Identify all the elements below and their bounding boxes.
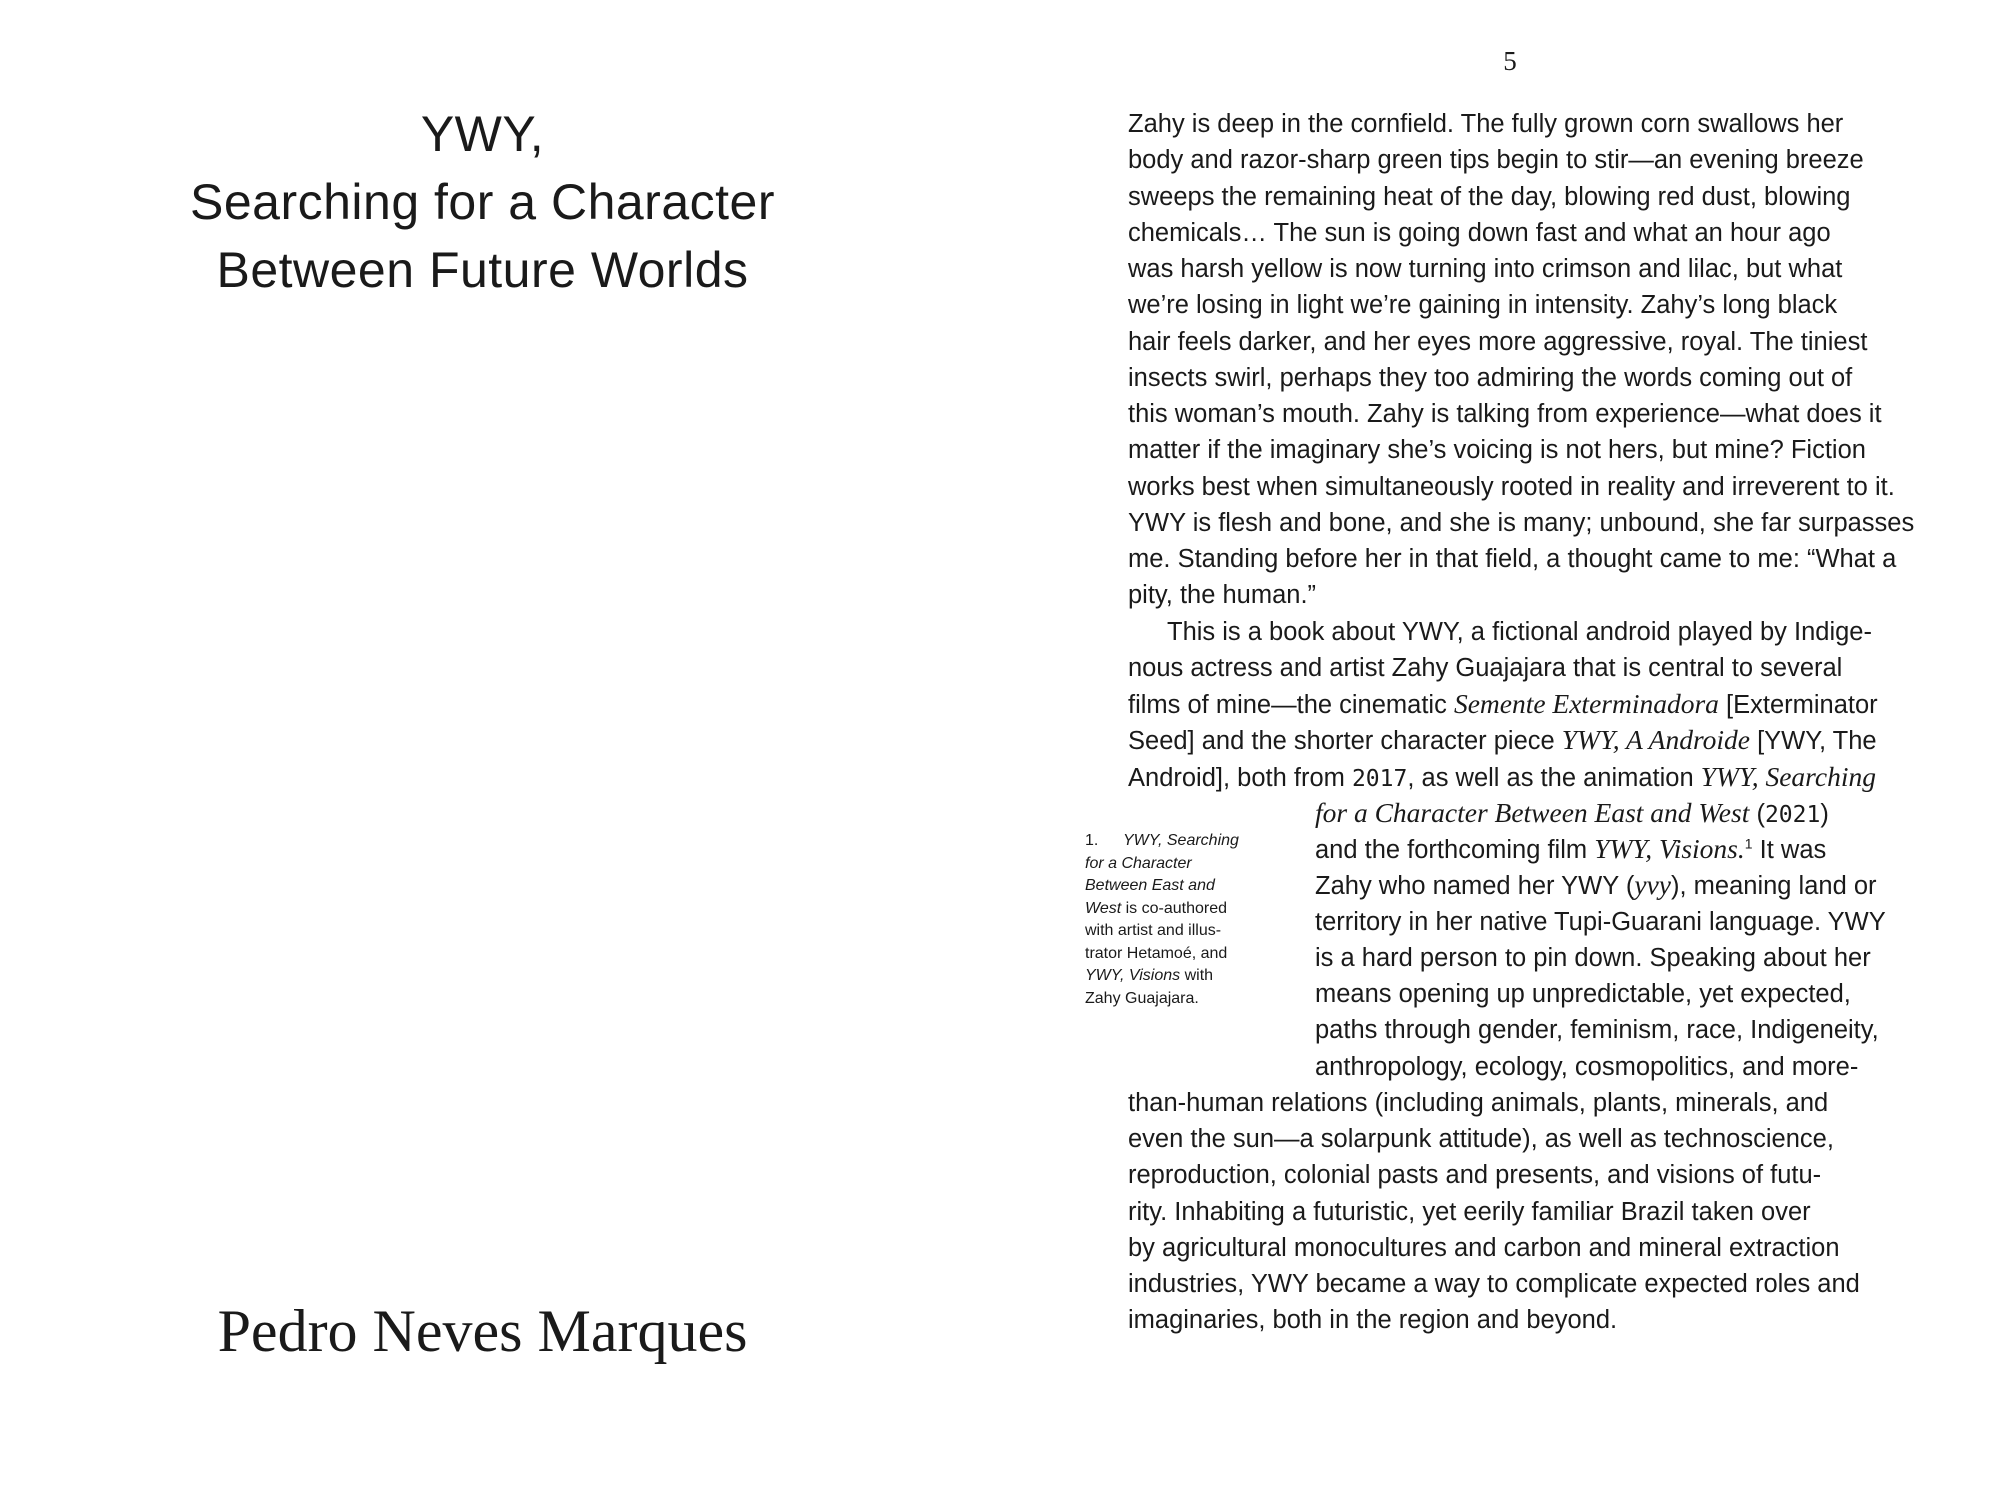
text-run: for a Character Between East and West bbox=[1315, 796, 1750, 828]
left-page bbox=[0, 0, 985, 1500]
text-run: ), meaning land or bbox=[1671, 872, 1877, 901]
body-line bbox=[1128, 360, 1852, 396]
body-line bbox=[1315, 867, 1877, 903]
footnote-number: 1. bbox=[1085, 832, 1099, 849]
body-line bbox=[1315, 795, 1829, 831]
text-run: rity. Inhabiting a futuristic, yet eerily familiar Brazil taken over bbox=[1128, 1197, 1811, 1226]
body-line bbox=[1128, 215, 1831, 251]
text-run: is a hard person to pin down. Speaking about her bbox=[1315, 943, 1871, 972]
body-line bbox=[1128, 686, 1878, 722]
text-run: even the sun—a solarpunk attitude), as well as technoscience, bbox=[1128, 1125, 1834, 1153]
body-line bbox=[1315, 976, 1851, 1012]
footnote-text-run: trator Hetamoé, and bbox=[1085, 944, 1228, 962]
body-line bbox=[1128, 650, 1842, 686]
text-run: works best when simultaneously rooted in reality and irreverent to it. bbox=[1128, 472, 1895, 501]
text-run: anthropology, ecology, cosmopolitics, and more- bbox=[1315, 1052, 1859, 1081]
body-line bbox=[1315, 940, 1871, 976]
text-run: Zahy is deep in the cornfield. The fully grown corn swallows her bbox=[1128, 110, 1844, 138]
body-line bbox=[1128, 1157, 1821, 1193]
book-title bbox=[0, 100, 965, 304]
text-run: imaginaries, both in the region and beyond. bbox=[1128, 1306, 1618, 1335]
text-run: [YWY, The bbox=[1750, 727, 1877, 756]
body-line bbox=[1315, 1012, 1879, 1048]
body-line bbox=[1167, 614, 1872, 650]
text-run: Seed] and the shorter character piece bbox=[1128, 727, 1562, 756]
text-run: [Exterminator bbox=[1718, 691, 1878, 719]
text-run: body and razor-sharp green tips begin to stir—an evening breeze bbox=[1128, 146, 1864, 175]
author-name: Pedro Neves Marques bbox=[217, 1298, 748, 1364]
body-line bbox=[1128, 324, 1867, 360]
footnote-line bbox=[1085, 965, 1275, 988]
text-run: hair feels darker, and her eyes more aggressive, royal. The tiniest bbox=[1128, 327, 1868, 356]
body-line bbox=[1128, 432, 1866, 468]
footnote-ref: 1 bbox=[1744, 835, 1753, 852]
footnote-text-run: with artist and illus- bbox=[1085, 922, 1222, 939]
text-run: than-human relations (including animals, plants, minerals, and bbox=[1128, 1088, 1829, 1117]
footnote-line bbox=[1085, 920, 1275, 943]
footnote-line bbox=[1085, 898, 1275, 921]
footnote-text-run: Zahy Guajajara. bbox=[1085, 989, 1199, 1007]
text-run: industries, YWY became a way to complicate expected roles and bbox=[1128, 1270, 1860, 1298]
title-line-2: Searching for a Character bbox=[189, 174, 775, 230]
body-line bbox=[1128, 1302, 1617, 1338]
footnote bbox=[1085, 830, 1275, 1010]
footnote-line bbox=[1085, 853, 1275, 876]
text-run: paths through gender, feminism, race, Indigeneity, bbox=[1315, 1016, 1879, 1045]
text-run: It was bbox=[1752, 836, 1827, 864]
footnote-text-run: with bbox=[1180, 967, 1214, 984]
body-line bbox=[1128, 142, 1864, 178]
text-run: Semente Exterminadora bbox=[1453, 688, 1719, 719]
footnote-line bbox=[1085, 943, 1275, 966]
footnote-line bbox=[1085, 988, 1275, 1011]
text-run: yvy bbox=[1634, 869, 1671, 901]
text-run: insects swirl, perhaps they too admiring the words coming out of bbox=[1128, 363, 1853, 392]
body-line bbox=[1128, 469, 1895, 505]
text-run: YWY, Visions. bbox=[1594, 833, 1745, 864]
body-line bbox=[1128, 759, 1876, 795]
text-run: , as well as the animation bbox=[1407, 763, 1701, 792]
title-line-1: YWY, bbox=[420, 106, 545, 162]
body-line bbox=[1128, 577, 1316, 613]
text-run: matter if the imaginary she’s voicing is not hers, but mine? Fiction bbox=[1128, 436, 1866, 465]
body-line bbox=[1128, 287, 1837, 323]
body-line bbox=[1128, 505, 1914, 541]
text-run: ( bbox=[1749, 799, 1765, 828]
body-line bbox=[1315, 1049, 1858, 1085]
footnote-text-run: is co-authored bbox=[1121, 899, 1227, 917]
text-run: pity, the human.” bbox=[1128, 581, 1317, 610]
text-run: means opening up unpredictable, yet expected, bbox=[1315, 980, 1851, 1008]
text-run: 2017 bbox=[1351, 765, 1408, 792]
right-page bbox=[985, 0, 1995, 1500]
footnote-text-run: West bbox=[1085, 899, 1122, 917]
body-line bbox=[1128, 1194, 1811, 1230]
text-run: reproduction, colonial pasts and presents, and visions of futu- bbox=[1128, 1161, 1822, 1190]
text-run: Android], both from bbox=[1128, 763, 1352, 792]
text-run: This is a book about YWY, a fictional android played by Indige- bbox=[1167, 617, 1872, 646]
footnote-line bbox=[1085, 875, 1275, 898]
body-line bbox=[1128, 541, 1896, 577]
footnote-text-run: YWY, Visions bbox=[1085, 967, 1181, 984]
body-line bbox=[1128, 1266, 1860, 1302]
text-run: and the forthcoming film bbox=[1315, 836, 1595, 864]
text-run: chemicals… The sun is going down fast and what an hour ago bbox=[1128, 218, 1831, 247]
text-run: 2021 bbox=[1764, 801, 1821, 828]
footnote-text-run: for a Character bbox=[1085, 854, 1192, 872]
body-line bbox=[1128, 251, 1842, 287]
page-number: 5 bbox=[1503, 46, 1517, 76]
text-run: territory in her native Tupi-Guarani language. YWY bbox=[1315, 907, 1886, 936]
footnote-text-run: Between East and bbox=[1085, 877, 1215, 894]
text-run: YWY is flesh and bone, and she is many; unbound, she far surpasses bbox=[1128, 508, 1915, 537]
text-run: YWY, A Androide bbox=[1561, 724, 1750, 756]
body-line bbox=[1128, 1121, 1834, 1157]
text-run: nous actress and artist Zahy Guajajara that is central to several bbox=[1128, 653, 1843, 682]
text-run: this woman’s mouth. Zahy is talking from experience—what does it bbox=[1128, 400, 1882, 428]
body-line bbox=[1128, 396, 1882, 432]
body-line bbox=[1128, 1230, 1840, 1266]
body-line bbox=[1315, 904, 1886, 940]
body-line bbox=[1128, 179, 1850, 215]
text-run: sweeps the remaining heat of the day, blowing red dust, blowing bbox=[1128, 182, 1851, 211]
title-line-3: Between Future Worlds bbox=[216, 242, 749, 298]
text-run: YWY, Searching bbox=[1700, 760, 1876, 792]
text-run: by agricultural monocultures and carbon and mineral extraction bbox=[1128, 1233, 1840, 1262]
body-line bbox=[1128, 722, 1877, 758]
body-line bbox=[1315, 831, 1826, 867]
text-run: ) bbox=[1820, 799, 1829, 828]
text-run: films of mine—the cinematic bbox=[1128, 691, 1454, 719]
text-run: Zahy who named her YWY ( bbox=[1315, 872, 1635, 901]
footnote-text-run: YWY, Searching bbox=[1123, 832, 1239, 849]
text-run: was harsh yellow is now turning into crimson and lilac, but what bbox=[1128, 255, 1843, 283]
text-run: me. Standing before her in that field, a thought came to me: “What a bbox=[1128, 545, 1897, 573]
text-run: we’re losing in light we’re gaining in intensity. Zahy’s long black bbox=[1128, 291, 1838, 320]
footnote-line bbox=[1085, 830, 1275, 853]
body-line bbox=[1128, 1085, 1828, 1121]
body-line bbox=[1128, 106, 1843, 142]
